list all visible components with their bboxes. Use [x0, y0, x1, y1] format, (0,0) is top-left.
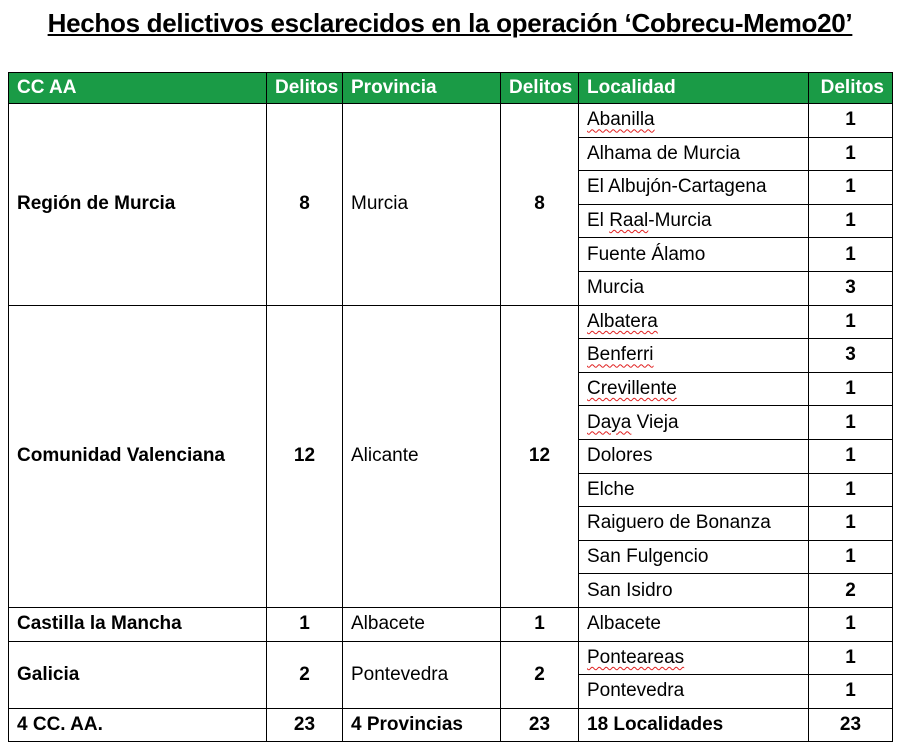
localidad-delitos-cell: 3: [809, 271, 893, 305]
localidad-name: Dolores: [587, 445, 653, 467]
ccaa-cell: Región de Murcia: [9, 104, 267, 306]
localidad-cell: [579, 137, 809, 171]
localidad-delitos-cell: 2: [809, 574, 893, 608]
provincia-delitos-cell: 12: [501, 305, 579, 607]
ccaa-cell: Comunidad Valenciana: [9, 305, 267, 607]
localidad-delitos-cell: 1: [809, 372, 893, 406]
localidad-delitos-cell: 1: [809, 473, 893, 507]
localidad-cell: [579, 372, 809, 406]
localidad-name: Albacete: [587, 613, 661, 635]
localidad-cell: [579, 305, 809, 339]
ccaa-delitos-cell: 8: [267, 104, 343, 306]
header-delitos-localidad: Delitos: [809, 73, 893, 104]
localidad-delitos-cell: 1: [809, 540, 893, 574]
localidad-name: Albatera: [587, 310, 658, 332]
total-localidad: 18 Localidades: [579, 708, 809, 742]
localidad-cell: [579, 271, 809, 305]
localidad-cell: [579, 675, 809, 709]
localidad-cell: [579, 641, 809, 675]
localidad-name: El Raal-Murcia: [587, 210, 712, 232]
localidad-name: San Fulgencio: [587, 546, 709, 568]
localidad-name: San Isidro: [587, 579, 673, 601]
localidad-name: Alhama de Murcia: [587, 142, 741, 164]
ccaa-delitos-cell: 12: [267, 305, 343, 607]
table-row: [9, 104, 893, 138]
localidad-cell: [579, 104, 809, 138]
header-delitos-ccaa: Delitos: [267, 73, 343, 104]
total-ccaa-delitos: 23: [267, 708, 343, 742]
localidad-cell: [579, 507, 809, 541]
header-delitos-provincia: Delitos: [501, 73, 579, 104]
total-localidad-delitos: 23: [809, 708, 893, 742]
localidad-cell: [579, 171, 809, 205]
header-provincia: Provincia: [343, 73, 501, 104]
localidad-delitos-cell: 1: [809, 641, 893, 675]
provincia-cell: Pontevedra: [343, 641, 501, 708]
table-row: [9, 607, 893, 641]
localidad-delitos-cell: 1: [809, 171, 893, 205]
localidad-name: Ponteareas: [587, 646, 685, 668]
header-row: [9, 73, 893, 104]
table-row: [9, 641, 893, 675]
localidad-delitos-cell: 1: [809, 439, 893, 473]
localidad-name: Pontevedra: [587, 680, 685, 702]
localidad-delitos-cell: 1: [809, 507, 893, 541]
localidad-name: El Albujón-Cartagena: [587, 176, 767, 198]
localidad-delitos-cell: 1: [809, 607, 893, 641]
header-ccaa: CC AA: [9, 73, 267, 104]
table-body: [9, 104, 893, 709]
localidad-cell: [579, 339, 809, 373]
localidad-name: Abanilla: [587, 109, 655, 131]
total-provincia-delitos: 23: [501, 708, 579, 742]
localidad-name: Raiguero de Bonanza: [587, 512, 771, 534]
localidad-cell: [579, 574, 809, 608]
ccaa-delitos-cell: 2: [267, 641, 343, 708]
localidad-cell: [579, 540, 809, 574]
total-ccaa: 4 CC. AA.: [9, 708, 267, 742]
localidad-delitos-cell: 1: [809, 238, 893, 272]
document-title: Hechos delictivos esclarecidos en la operación ‘Cobrecu-Memo20’: [47, 8, 853, 38]
localidad-name: Benferri: [587, 344, 654, 366]
provincia-delitos-cell: 2: [501, 641, 579, 708]
localidad-delitos-cell: 1: [809, 204, 893, 238]
localidad-cell: [579, 473, 809, 507]
localidad-delitos-cell: 1: [809, 137, 893, 171]
provincia-delitos-cell: 8: [501, 104, 579, 306]
localidad-cell: [579, 238, 809, 272]
localidad-name: Crevillente: [587, 378, 677, 400]
localidad-cell: [579, 607, 809, 641]
localidad-name: Fuente Álamo: [587, 243, 706, 265]
provincia-delitos-cell: 1: [501, 607, 579, 641]
localidad-delitos-cell: 1: [809, 104, 893, 138]
header-localidad: Localidad: [579, 73, 809, 104]
localidad-delitos-cell: 3: [809, 339, 893, 373]
ccaa-cell: Castilla la Mancha: [9, 607, 267, 641]
total-provincia: 4 Provincias: [343, 708, 501, 742]
provincia-cell: Albacete: [343, 607, 501, 641]
provincia-cell: Murcia: [343, 104, 501, 306]
table-row: [9, 305, 893, 339]
ccaa-cell: Galicia: [9, 641, 267, 708]
ccaa-delitos-cell: 1: [267, 607, 343, 641]
localidad-name: Elche: [587, 478, 635, 500]
localidad-delitos-cell: 1: [809, 675, 893, 709]
localidad-name: Daya Vieja: [587, 411, 679, 433]
localidad-delitos-cell: 1: [809, 406, 893, 440]
localidad-cell: [579, 406, 809, 440]
provincia-cell: Alicante: [343, 305, 501, 607]
localidad-cell: [579, 204, 809, 238]
localidad-name: Murcia: [587, 277, 645, 299]
crimes-table: [8, 72, 893, 742]
totals-row: [9, 708, 893, 742]
localidad-delitos-cell: 1: [809, 305, 893, 339]
localidad-cell: [579, 439, 809, 473]
